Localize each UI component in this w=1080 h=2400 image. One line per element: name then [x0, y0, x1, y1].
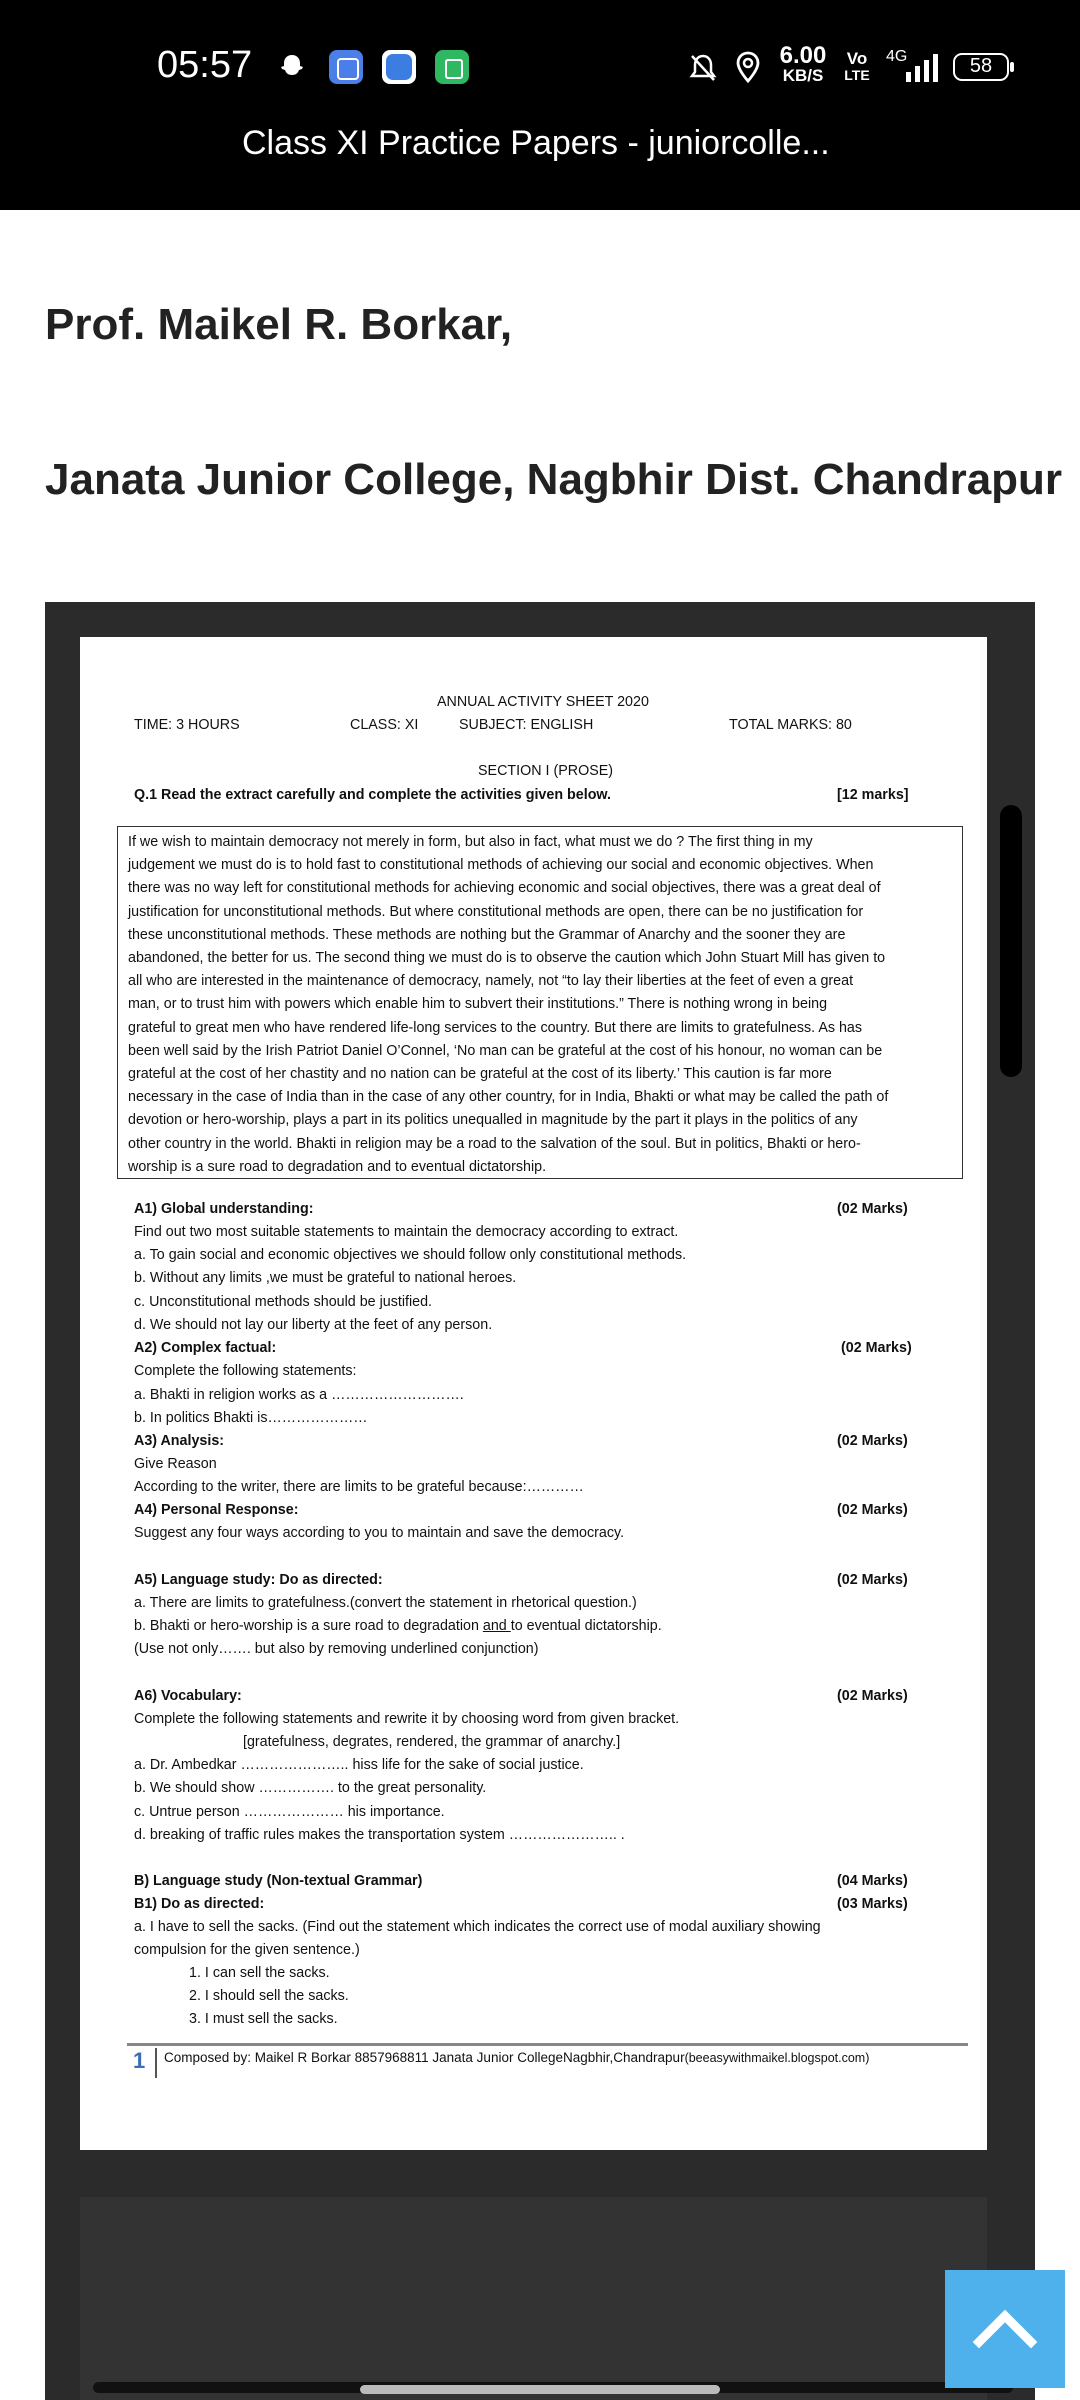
extract-line: man, or to trust him with powers which enable him to subvert their institutions.” There is nothing wrong in being [128, 996, 828, 1013]
app-icon-blue-2 [382, 50, 416, 84]
a2-line: a. Bhakti in religion works as a ………………………. [134, 1387, 464, 1403]
b-title: B) Language study (Non-textual Grammar) [134, 1873, 423, 1889]
app-icon-blue [329, 50, 363, 84]
author-heading: Prof. Maikel R. Borkar, [45, 300, 513, 349]
doc-title: ANNUAL ACTIVITY SHEET 2020 [437, 694, 649, 710]
mute-icon [688, 52, 718, 84]
b1-line: a. I have to sell the sacks. (Find out the statement which indicates the correct use of modal auxiliary showing [134, 1919, 821, 1935]
a3-title: A3) Analysis: [134, 1433, 225, 1449]
extract-line: grateful to great men who have rendered life-long services to the country. But there are limits to gratefulness. As has [128, 1019, 863, 1036]
a6-line: a. Dr. Ambedkar ………………….. hiss life for the sake of social justice. [134, 1757, 584, 1773]
page-number-divider [155, 2048, 157, 2078]
extract-line: justification for unconstitutional methods. But where constitutional methods are open, there can be no justification for [128, 903, 864, 920]
extract-line: necessary in the case of India than in the case of any other country, for in India, Bhakti or what may be called the path of [128, 1089, 889, 1106]
speed-value: 6.00 [779, 42, 827, 69]
b1-option: 3. I must sell the sacks. [189, 2011, 338, 2027]
lte-text: LTE [844, 67, 870, 83]
b-marks: (04 Marks) [837, 1873, 908, 1889]
a6-marks: (02 Marks) [837, 1688, 908, 1704]
a1-line: c. Unconstitutional methods should be justified. [134, 1294, 433, 1310]
pdf-page-2 [80, 2197, 987, 2400]
extract-line: grateful at the cost of her chastity and no nation can be grateful at the cost of its liberty.’ This caution is far more [128, 1066, 832, 1083]
extract-line: these unconstitutional methods. These methods are nothing but the Grammar of Anarchy and the sooner they are [128, 926, 846, 943]
a5-title: A5) Language study: Do as directed: [134, 1572, 383, 1588]
page-footer [164, 2050, 869, 2065]
extract-line: devotion or hero-worship, plays a part in its politics unequalled in magnitude by the part it plays in the politics of any [128, 1112, 858, 1129]
doc-section: SECTION I (PROSE) [478, 763, 614, 779]
doc-total-marks: TOTAL MARKS: 80 [729, 717, 852, 733]
doc-class: CLASS: XI [350, 717, 419, 733]
a6-line: Complete the following statements and rewrite it by choosing word from given bracket. [134, 1711, 680, 1727]
a5-marks: (02 Marks) [837, 1572, 908, 1588]
page-number: 1 [133, 2048, 146, 2073]
a5-line [134, 1618, 662, 1634]
a1-line: a. To gain social and economic objectives we should follow only constitutional methods. [134, 1247, 687, 1263]
extract-line: all who are interested in the maintenance of democracy, namely, not “to lay their liberties at the feet of even a great [128, 973, 854, 990]
doc-time: TIME: 3 HOURS [134, 717, 240, 733]
location-icon [733, 50, 763, 84]
battery-icon [953, 53, 1009, 81]
extract-box [117, 826, 963, 1179]
chevron-up-icon [969, 2294, 1041, 2364]
extract-line: judgement we must do is to hold fast to constitutional methods of achieving our social and economic objectives. When [128, 857, 874, 874]
volte-indicator [842, 50, 872, 84]
a2-marks: (02 Marks) [841, 1340, 912, 1356]
a3-marks: (02 Marks) [837, 1433, 908, 1449]
snapchat-icon [277, 52, 307, 82]
a4-line: Suggest any four ways according to you to maintain and save the democracy. [134, 1525, 625, 1541]
a6-line: [gratefulness, degrates, rendered, the grammar of anarchy.] [243, 1734, 621, 1750]
a1-title: A1) Global understanding: [134, 1201, 314, 1217]
a5-line-part: b. Bhakti or hero-worship is a sure road to degradation [134, 1618, 483, 1634]
doc-q1: Q.1 Read the extract carefully and complete the activities given below. [134, 787, 611, 803]
a5-line-part: to eventual dictatorship. [510, 1618, 662, 1634]
extract-line: abandoned, the better for us. The second thing we must do is to observe the caution which John Stuart Mill has given to [128, 950, 886, 967]
extract-line: other country in the world. Bhakti in religion may be a road to the salvation of the soul. But in politics, Bhakti or hero- [128, 1135, 861, 1152]
a1-line: Find out two most suitable statements to maintain the democracy according to extract. [134, 1224, 679, 1240]
a1-marks: (02 Marks) [837, 1201, 908, 1217]
a6-line: c. Untrue person ………………… his importance. [134, 1804, 445, 1820]
a6-title: A6) Vocabulary: [134, 1688, 242, 1704]
speed-unit: KB/S [782, 66, 824, 85]
college-heading: Janata Junior College, Nagbhir Dist. Chandrapur [45, 455, 1063, 504]
network-type: 4G [886, 48, 908, 65]
a2-line: Complete the following statements: [134, 1363, 357, 1379]
a4-title: A4) Personal Response: [134, 1502, 299, 1518]
a6-line: b. We should show ……………. to the great personality. [134, 1780, 487, 1796]
a5-underlined-word: and [482, 1618, 511, 1634]
b1-option: 2. I should sell the sacks. [189, 1988, 349, 2004]
a6-line: d. breaking of traffic rules makes the transportation system ………………….. . [134, 1827, 625, 1843]
a1-line: d. We should not lay our liberty at the feet of any person. [134, 1317, 493, 1333]
vertical-scrollbar[interactable] [1000, 805, 1022, 1077]
extract-line: been well said by the Irish Patriot Daniel O’Connel, ‘No man can be grateful at the cost of his honour, no woman can be [128, 1042, 883, 1059]
a4-marks: (02 Marks) [837, 1502, 908, 1518]
footer-link: (beeasywithmaikel.blogspot.com) [684, 2051, 870, 2065]
extract-line: worship is a sure road to degradation and to eventual dictatorship. [128, 1158, 547, 1175]
a5-line: (Use not only……. but also by removing underlined conjunction) [134, 1641, 539, 1657]
app-icon-green [435, 50, 469, 84]
b1-option: 1. I can sell the sacks. [189, 1965, 330, 1981]
scroll-to-top-button[interactable] [945, 2270, 1065, 2388]
network-speed [776, 42, 830, 86]
volte-text: Vo [846, 49, 868, 68]
extract-line: there was no way left for constitutional methods for achieving economic and social objectives, there was a great deal of [128, 880, 881, 897]
a2-line: b. In politics Bhakti is………………… [134, 1410, 368, 1426]
b1-marks: (03 Marks) [837, 1896, 908, 1912]
b1-line: compulsion for the given sentence.) [134, 1942, 360, 1958]
a2-title: A2) Complex factual: [134, 1340, 277, 1356]
a3-line: According to the writer, there are limits to be grateful because:………… [134, 1479, 584, 1495]
a3-line: Give Reason [134, 1456, 217, 1472]
navigation-handle[interactable] [360, 2385, 720, 2394]
a5-line: a. There are limits to gratefulness.(convert the statement in rhetorical question.) [134, 1595, 637, 1611]
a1-line: b. Without any limits ,we must be grateful to national heroes. [134, 1270, 517, 1286]
status-bar [0, 0, 1080, 210]
doc-q1-marks: [12 marks] [837, 787, 909, 803]
page-footer-rule [127, 2043, 968, 2046]
status-time: 05:57 [157, 44, 253, 86]
extract-line: If we wish to maintain democracy not merely in form, but also in fact, what must we do ? The first thing in my [128, 834, 813, 850]
document-title: Class XI Practice Papers - juniorcolle... [242, 124, 830, 162]
doc-subject: SUBJECT: ENGLISH [459, 717, 594, 733]
signal-icon [882, 48, 942, 84]
b1-title: B1) Do as directed: [134, 1896, 265, 1912]
footer-text: Composed by: Maikel R Borkar 8857968811 Janata Junior CollegeNagbhir,Chandrapur [164, 2050, 685, 2065]
battery-level: 58 [969, 55, 993, 77]
